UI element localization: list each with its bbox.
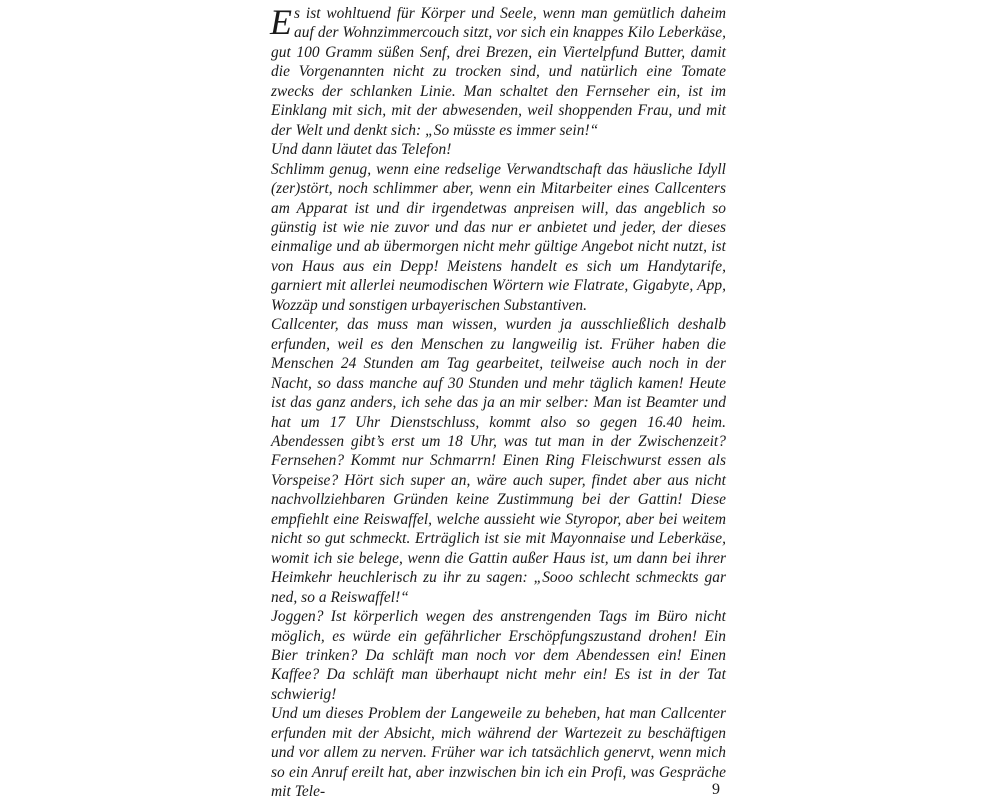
paragraph-1-text: s ist wohltuend für Körper und Seele, wenn man gemütlich daheim auf der Wohnzimmercouch sitzt, vor sich ein knappes Kilo Leberkäse, gut 100 Gramm süßen Senf, drei Brezen, ein Viertelpfund Butter, damit die Vorgenannten nicht zu trocken sind, und natürlich eine Tomate zwecks der schlanken Linie. Man schaltet den Fernseher ein, ist im Einklang mit sich, mit der abwesenden, weil shoppenden Frau, und mit der Welt und denkt sich: „So müsste es immer sein!“ — [271, 5, 726, 139]
paragraph-1 — [271, 4, 726, 140]
paragraph-5: Joggen? Ist körperlich wegen des anstrengenden Tags im Büro nicht möglich, es würde ein gefährlicher Erschöpfungszustand drohen! Ein Bier trinken? Da schläft man noch vor dem Abendessen ein! Einen Kaffee? Da schläft man überhaupt nicht mehr ein! Es ist in der Tat schwierig! — [271, 608, 726, 703]
body-text — [271, 4, 726, 802]
page-number: 9 — [712, 781, 720, 798]
drop-cap: E — [270, 2, 293, 42]
paragraph-3: Schlimm genug, wenn eine redselige Verwandtschaft das häusliche Idyll (zer)stört, noch schlimmer aber, wenn ein Mitarbeiter eines Callcenters am Apparat ist und dir irgendetwas anpreisen will, das angeblich so günstig ist wie nie zuvor und das nur er anbietet und jeder, der dieses einmalige und ab übermorgen nicht mehr gültige Angebot nicht nutzt, ist von Haus aus ein Depp! Meistens handelt es sich um Handytarife, garniert mit allerlei neumodischen Wörtern wie Flatrate, Gigabyte, App, Wozzäp und sonstigen urbayerischen Substantiven. — [271, 160, 726, 314]
paragraph-4: Callcenter, das muss man wissen, wurden ja ausschließlich deshalb erfunden, weil es den Menschen zu langweilig ist. Früher haben die Menschen 24 Stunden am Tag gearbeitet, teilweise auch noch in der Nacht, so dass manche auf 30 Stunden und mehr täglich kamen! Heute ist das ganz anders, ich sehe das ja an mir selber: Man ist Beamter und hat um 17 Uhr Dienstschluss, kommt also so gegen 16.40 heim. Abendessen gibt’s erst um 18 Uhr, was tut man in der Zwischenzeit? Fernsehen? Kommt nur Schmarrn! Einen Ring Fleischwurst essen als Vorspeise? Hört sich super an, wäre auch super, findet aber aus nicht nachvollziehbaren Gründen keine Zustimmung bei der Gattin! Diese empfiehlt eine Reiswaffel, welche aussieht wie Styropor, aber bei weitem nicht so gut schmeckt. Erträglich ist sie mit Mayonnaise und Leberkäse, womit ich sie belege, wenn die Gattin außer Haus ist, um dann bei ihrer Heimkehr heuchlerisch zu ihr zu sagen: „Sooo schlecht schmeckts gar ned, so a Reiswaffel!“ — [271, 316, 726, 606]
paragraph-6: Und um dieses Problem der Langeweile zu beheben, hat man Callcenter erfunden mit der Absicht, mich während der Wartezeit zu beschäftigen und vor allem zu nerven. Früher war ich tatsächlich genervt, wenn mich so ein Anruf ereilt hat, aber inzwischen bin ich ein Profi, was Gespräche mit Tele- — [271, 705, 726, 801]
paragraph-2: Und dann läutet das Telefon! — [271, 141, 452, 159]
